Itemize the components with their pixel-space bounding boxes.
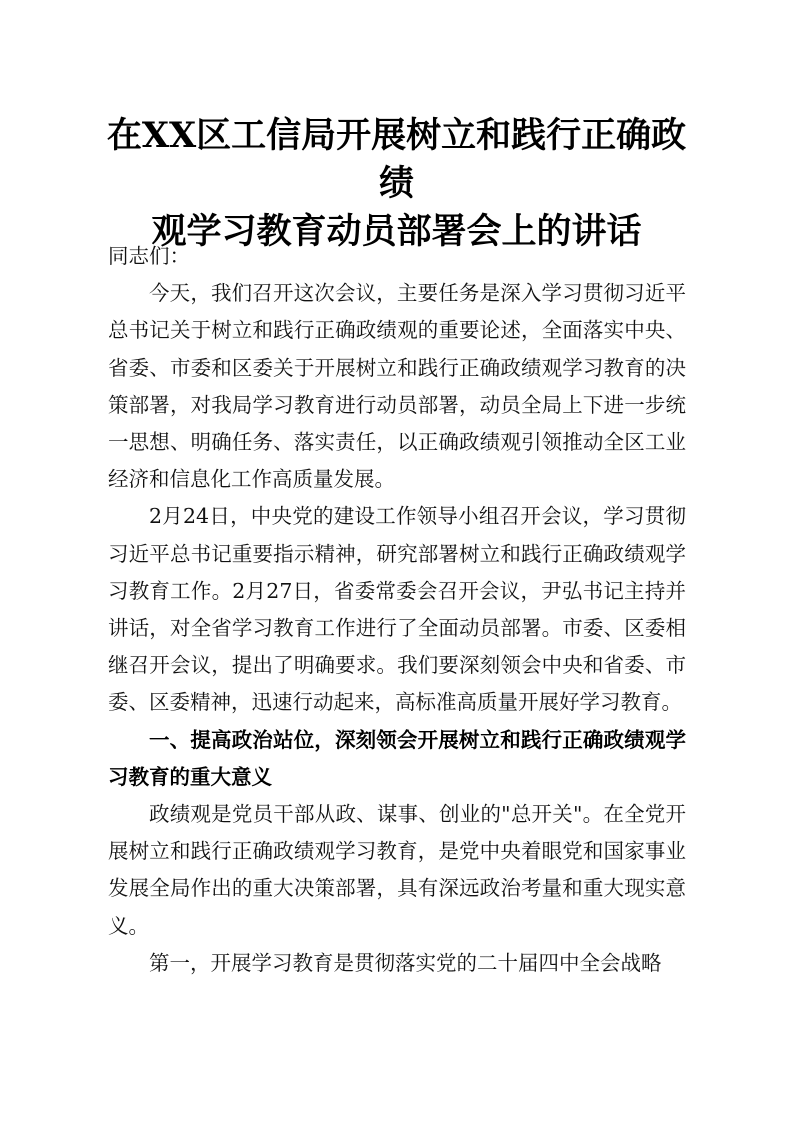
document-body (108, 238, 686, 982)
salutation: 同志们： (108, 244, 190, 268)
section1-paragraph: 政绩观是党员干部从政、谋事、创业的"总开关"。在全党开展树立和践行正确政绩观学习教育，是党中央着眼党和国家事业发展全局作出的重大决策部署，具有深远政治考量和重大现实意义。 (108, 802, 686, 938)
title-line-2: 观学习教育动员部署会上的讲话 (151, 211, 642, 252)
section1-paragraph: 第一，开展学习教育是贯彻落实党的二十届四中全会战略 (149, 950, 662, 975)
paragraph-intro: 今天，我们召开这次会议，主要任务是深入学习贯彻习近平总书记关于树立和践行正确政绩观的重要论述，全面落实中央、省委、市委和区委关于开展树立和践行正确政绩观学习教育的决策部署，对我局学习教育进行动员部署，动员全局上下进一步统一思想、明确任务、落实责任，以正确政绩观引领推动全区工业经济和信息化工作高质量发展。 (108, 281, 686, 492)
section-heading-1: 一、提高政治站位，深刻领会开展树立和践行正确政绩观学习教育的重大意义 (108, 727, 686, 789)
document-title (100, 112, 693, 256)
title-line-1: 在XX区工信局开展树立和践行正确政绩 (106, 115, 687, 204)
paragraph-background: 2月24日，中央党的建设工作领导小组召开会议，学习贯彻习近平总书记重要指示精神，研究部署树立和践行正确政绩观学习教育工作。2月27日，省委常委会召开会议，尹弘书记主持并讲话，对全省学习教育工作进行了全面动员部署。市委、区委相继召开会议，提出了明确要求。我们要深刻领会中央和省委、市委、区委精神，迅速行动起来，高标准高质量开展好学习教育。 (108, 504, 686, 715)
